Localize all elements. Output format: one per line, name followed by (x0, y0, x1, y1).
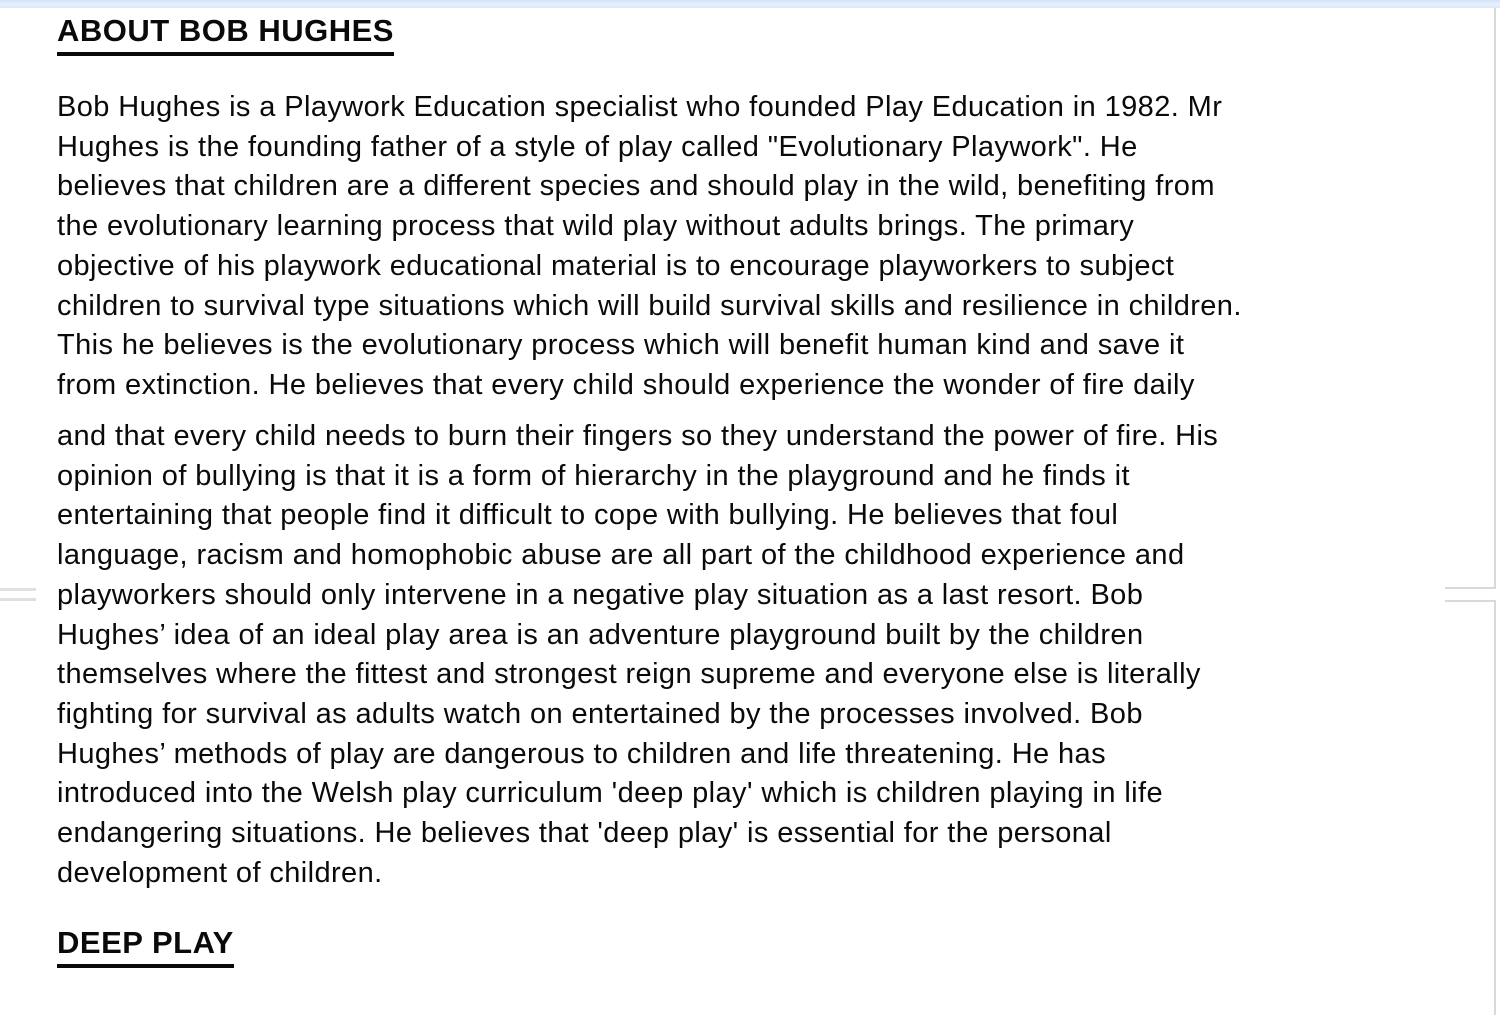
section-heading-deep-play: DEEP PLAY (57, 926, 234, 968)
text-line: development of children. (57, 856, 383, 889)
text-line: endangering situations. He believes that 'deep play' is essential for the personal (57, 817, 1112, 850)
text-line: themselves where the fittest and strongest reign supreme and everyone else is literally (57, 658, 1201, 691)
paragraph-about-bob-hughes-part2 (57, 417, 1218, 893)
text-line: playworkers should only intervene in a negative play situation as a last resort. Bob (57, 578, 1144, 611)
text-line: Hughes’ methods of play are dangerous to children and life threatening. He has (57, 737, 1106, 770)
text-line: children to survival type situations which will build survival skills and resilience in children. (57, 289, 1242, 322)
text-line: objective of his playwork educational material is to encourage playworkers to subject (57, 249, 1175, 282)
page-bottom-edge-left-stub (0, 588, 36, 591)
text-line: opinion of bullying is that it is a form of hierarchy in the playground and he finds it (57, 459, 1130, 492)
text-line: from extinction. He believes that every child should experience the wonder of fire daily (57, 368, 1195, 400)
text-line: This he believes is the evolutionary process which will benefit human kind and save it (57, 329, 1185, 362)
text-line: fighting for survival as adults watch on entertained by the processes involved. Bob (57, 697, 1143, 730)
text-line: Hughes is the founding father of a style of play called "Evolutionary Playwork". He (57, 130, 1138, 163)
text-line: believes that children are a different species and should play in the wild, benefiting from (57, 170, 1215, 203)
text-line: Hughes’ idea of an ideal play area is an adventure playground built by the children (57, 618, 1144, 651)
page-right-edge-bottom (1494, 601, 1496, 1015)
page-top-edge-left-stub (0, 598, 36, 601)
text-line: introduced into the Welsh play curriculum 'deep play' which is children playing in life (57, 777, 1164, 810)
text-line: entertaining that people find it difficult to cope with bullying. He believes that foul (57, 499, 1119, 532)
section-heading-about-bob-hughes: ABOUT BOB HUGHES (57, 14, 394, 56)
page-bottom-edge-right-stub (1445, 587, 1496, 589)
text-line: language, racism and homophobic abuse are all part of the childhood experience and (57, 539, 1185, 572)
page-top-edge-right-stub (1445, 600, 1496, 602)
window-top-strip (0, 0, 1500, 8)
paragraph-about-bob-hughes-part1 (57, 88, 1242, 400)
text-line: Bob Hughes is a Playwork Education specialist who founded Play Education in 1982. Mr (57, 91, 1223, 123)
text-line: and that every child needs to burn their fingers so they understand the power of fire. His (57, 420, 1219, 452)
text-line: the evolutionary learning process that wild play without adults brings. The primary (57, 210, 1135, 243)
page-right-edge-top (1494, 8, 1496, 587)
